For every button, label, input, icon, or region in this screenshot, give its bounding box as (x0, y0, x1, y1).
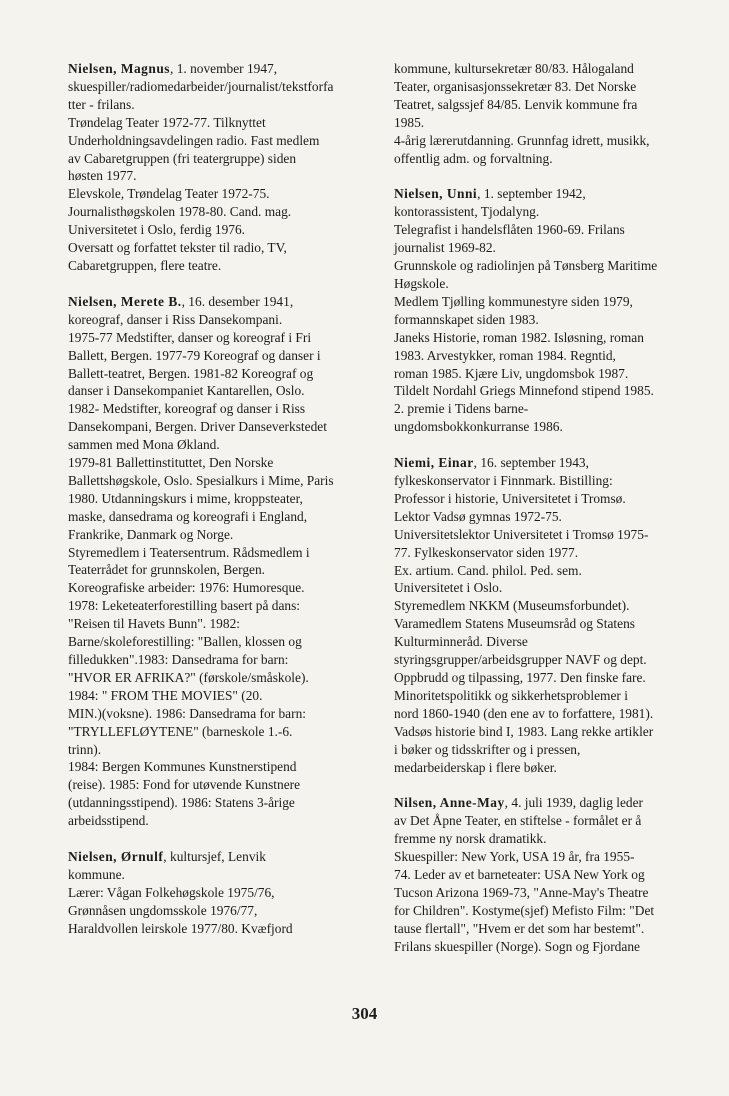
entry-line: Oppbrudd og tilpassing, 1977. Den finske fare. (394, 670, 646, 685)
entry-line: av Cabaretgruppen (fri teatergruppe) siden (68, 150, 297, 166)
entry-line: Elevskole, Trøndelag Teater 1972-75. (68, 186, 270, 202)
entry-line: Universitetet i Oslo, ferdig 1976. (68, 222, 246, 238)
entry-line: Universitetslektor Universitetet i Tromsø 1975- (394, 526, 649, 542)
entry-line: 1975-77 Medstifter, danser og koreograf i Fri (68, 329, 312, 345)
entry-line: 77. Fylkeskonservator siden 1977. (394, 544, 579, 560)
entry-line: 2. premie i Tidens barne- (394, 401, 529, 417)
entry-name: Nilsen, Anne-May (394, 795, 505, 811)
entry-line: av Det Åpne Teater, en stiftelse - formålet er å (394, 813, 642, 829)
page-number: 304 (351, 1004, 378, 1023)
entry-line: Teatret, salgssjef 84/85. Lenvik kommune fra (394, 96, 638, 112)
entry-line: offentlig adm. og forvaltning. (394, 150, 553, 166)
entry-line: for Children". Kostyme(sjef) Mefisto Film: "Det (394, 902, 655, 918)
entry-line: "Reisen til Havets Bunn". 1982: (68, 616, 240, 632)
entry-line: Tucson Arizona 1969-73, "Anne-May's Theatre (394, 884, 649, 900)
entry-nielsen-merete (68, 293, 368, 830)
entry-line: MIN.)(voksne). 1986: Dansedrama for barn: (68, 705, 306, 721)
entry-line: Ballett-teatret, Bergen. 1981-82 Koreograf og (68, 365, 314, 381)
entry-line: 1979-81 Ballettinstituttet, Den Norske (68, 455, 274, 471)
entry-line: nord 1860-1940 (den ene av to forfattere, 1981). (394, 705, 654, 721)
entry-line: 1978: Leketeaterforestilling basert på dans: (68, 598, 301, 614)
left-column (68, 60, 368, 956)
entry-line: Kulturminneråd. Diverse (394, 634, 528, 650)
entry-line: Underholdningsavdelingen radio. Fast medlem (68, 132, 320, 148)
entry-name: Nielsen, Unni (394, 186, 478, 202)
entry-line: roman 1985. Kjære Liv, ungdomsbok 1987. (394, 365, 629, 381)
entry-line: Varamedlem Statens Museumsråd og Statens (394, 616, 635, 632)
entry-line: Teaterrådet for grunnskolen, Bergen. (68, 562, 265, 578)
entry-line: Koreografiske arbeider: 1976: Humoresque. (68, 580, 305, 596)
entry-line: 1984: Bergen Kommunes Kunstnerstipend (68, 759, 297, 775)
entry-line: Frankrike, Danmark og Norge. (68, 526, 234, 542)
entry-line: arbeidsstipend. (68, 813, 149, 829)
entry-line: kontorassistent, Tjodalyng. (394, 204, 540, 220)
entry-line: Oversatt og forfattet tekster til radio, TV, (68, 240, 287, 256)
entry-line: Skuespiller: New York, USA 19 år, fra 1955- (394, 849, 635, 865)
entry-name: Nielsen, Magnus (68, 61, 170, 76)
entry-line: kommune, kultursekretær 80/83. Hålogaland (394, 61, 634, 76)
entry-line: Grønnåsen ungdomsskole 1976/77, (68, 902, 258, 918)
entry-name: Niemi, Einar (394, 455, 474, 471)
entry-line: Janeks Historie, roman 1982. Isløsning, roman (394, 329, 644, 345)
entry-line: kommune. (68, 866, 125, 882)
entry-line: (utdanningsstipend). 1986: Statens 3-årige (68, 795, 295, 811)
entry-line: 1982- Medstifter, koreograf og danser i Riss (68, 401, 306, 417)
entry-line: Ballett, Bergen. 1977-79 Koreograf og danser i (68, 347, 321, 363)
entry-line: Styremedlem i Teatersentrum. Rådsmedlem i (68, 544, 310, 560)
entry-line: Professor i historie, Universitetet i Tromsø. (394, 490, 626, 506)
entry-line: , 1. september 1942, (477, 186, 586, 202)
entry-line: Universitetet i Oslo. (394, 580, 503, 596)
entry-line: Teater, organisasjonssekretær 83. Det Norske (394, 78, 637, 94)
entry-line: Cabaretgruppen, flere teatre. (68, 257, 222, 273)
entry-name: Nielsen, Ørnulf (68, 849, 164, 865)
entry-line: Telegrafist i handelsflåten 1960-69. Frilans (394, 222, 625, 238)
entry-line: Styremedlem NKKM (Museumsforbundet). (394, 598, 630, 614)
entry-line: tter - frilans. (68, 96, 135, 112)
entry-line: Medlem Tjølling kommunestyre siden 1979, (394, 293, 633, 309)
entry-line: (reise). 1985: Fond for utøvende Kunstnere (68, 777, 301, 793)
entry-line: Tildelt Nordahl Griegs Minnefond stipend 1985. (394, 383, 654, 399)
entry-line: "HVOR ER AFRIKA?" (førskole/småskole). (68, 669, 309, 685)
entry-line: tause flertall", "Hvem er det som har bestemt". (394, 920, 645, 936)
entry-line: Minoritetspolitikk og sikkerhetsproblemer i (394, 687, 628, 703)
entry-line: fremme ny norsk dramatikk. (394, 831, 547, 847)
entry-line: Grunnskole og radiolinjen på Tønsberg Maritime (394, 258, 658, 274)
entry-line: maske, dansedrama og koreografi i England, (68, 508, 308, 524)
entry-line: Ex. artium. Cand. philol. Ped. sem. (394, 562, 582, 578)
right-column (394, 60, 694, 974)
entry-line: styringsgrupper/arbeidsgrupper NAVF og dept. (394, 652, 647, 668)
entry-line: Lektor Vadsø gymnas 1972-75. (394, 508, 562, 524)
entry-line: 74. Leder av et barneteater: USA New York og (394, 867, 645, 883)
entry-line: skuespiller/radiomedarbeider/journalist/tekstforfa (68, 78, 334, 94)
entry-nielsen-ornulf (68, 848, 368, 938)
entry-line: Dansekompani, Bergen. Driver Danseverkstedet (68, 419, 327, 435)
entry-line: sammen med Mona Økland. (68, 437, 220, 453)
entry-line: 1980. Utdanningskurs i mime, kroppsteater, (68, 490, 303, 506)
entry-nielsen-magnus (68, 60, 368, 275)
entry-continuation (394, 60, 694, 167)
entry-line: medarbeiderskap i flere bøker. (394, 759, 557, 775)
entry-nielsen-unni (394, 185, 694, 436)
entry-line: Trøndelag Teater 1972-77. Tilknyttet (68, 114, 266, 130)
entry-line: formannskapet siden 1983. (394, 311, 539, 327)
entry-line: Ballettshøgskole, Oslo. Spesialkurs i Mime, Paris (68, 472, 334, 488)
entry-line: Lærer: Vågan Folkehøgskole 1975/76, (68, 884, 275, 900)
entry-line: høsten 1977. (68, 168, 137, 184)
entry-niemi-einar (394, 454, 694, 776)
entry-line: "TRYLLEFLØYTENE" (barneskole 1.-6. (68, 723, 293, 739)
entry-name: Nielsen, Merete B. (68, 293, 182, 309)
entry-line: , 1. november 1947, (170, 61, 278, 76)
entry-line: 1985. (394, 114, 425, 130)
entry-line: Høgskole. (394, 275, 449, 291)
entry-line: i bøker og tidsskrifter og i pressen, (394, 741, 581, 757)
entry-line: ungdomsbokkonkurranse 1986. (394, 419, 563, 435)
entry-line: , kultursjef, Lenvik (163, 849, 266, 865)
entry-nilsen-anne-may (394, 794, 694, 955)
entry-line: Frilans skuespiller (Norge). Sogn og Fjordane (394, 938, 640, 954)
entry-line: fylkeskonservator i Finnmark. Bistilling: (394, 473, 613, 489)
entry-line: journalist 1969-82. (394, 240, 496, 256)
entry-line: danser i Dansekompaniet Kantarellen, Oslo. (68, 383, 305, 399)
entry-line: filledukken".1983: Dansedrama for barn: (68, 652, 289, 667)
entry-line: trinn). (68, 741, 102, 757)
entry-line: , 16. desember 1941, (181, 293, 294, 309)
entry-line: 1983. Arvestykker, roman 1984. Regntid, (394, 347, 616, 363)
entry-line: 1984: " FROM THE MOVIES" (20. (68, 687, 263, 703)
entry-line: , 16. september 1943, (473, 455, 589, 471)
entry-line: 4-årig lærerutdanning. Grunnfag idrett, musikk, (394, 132, 650, 148)
entry-line: , 4. juli 1939, daglig leder (504, 795, 644, 811)
entry-line: Barne/skoleforestilling: "Ballen, klossen og (68, 634, 302, 650)
entry-line: Journalisthøgskolen 1978-80. Cand. mag. (68, 204, 292, 220)
entry-line: koreograf, danser i Riss Dansekompani. (68, 311, 283, 327)
entry-line: Haraldvollen leirskole 1977/80. Kvæfjord (68, 920, 293, 936)
entry-line: Vadsøs historie bind I, 1983. Lang rekke artikler (394, 723, 654, 739)
